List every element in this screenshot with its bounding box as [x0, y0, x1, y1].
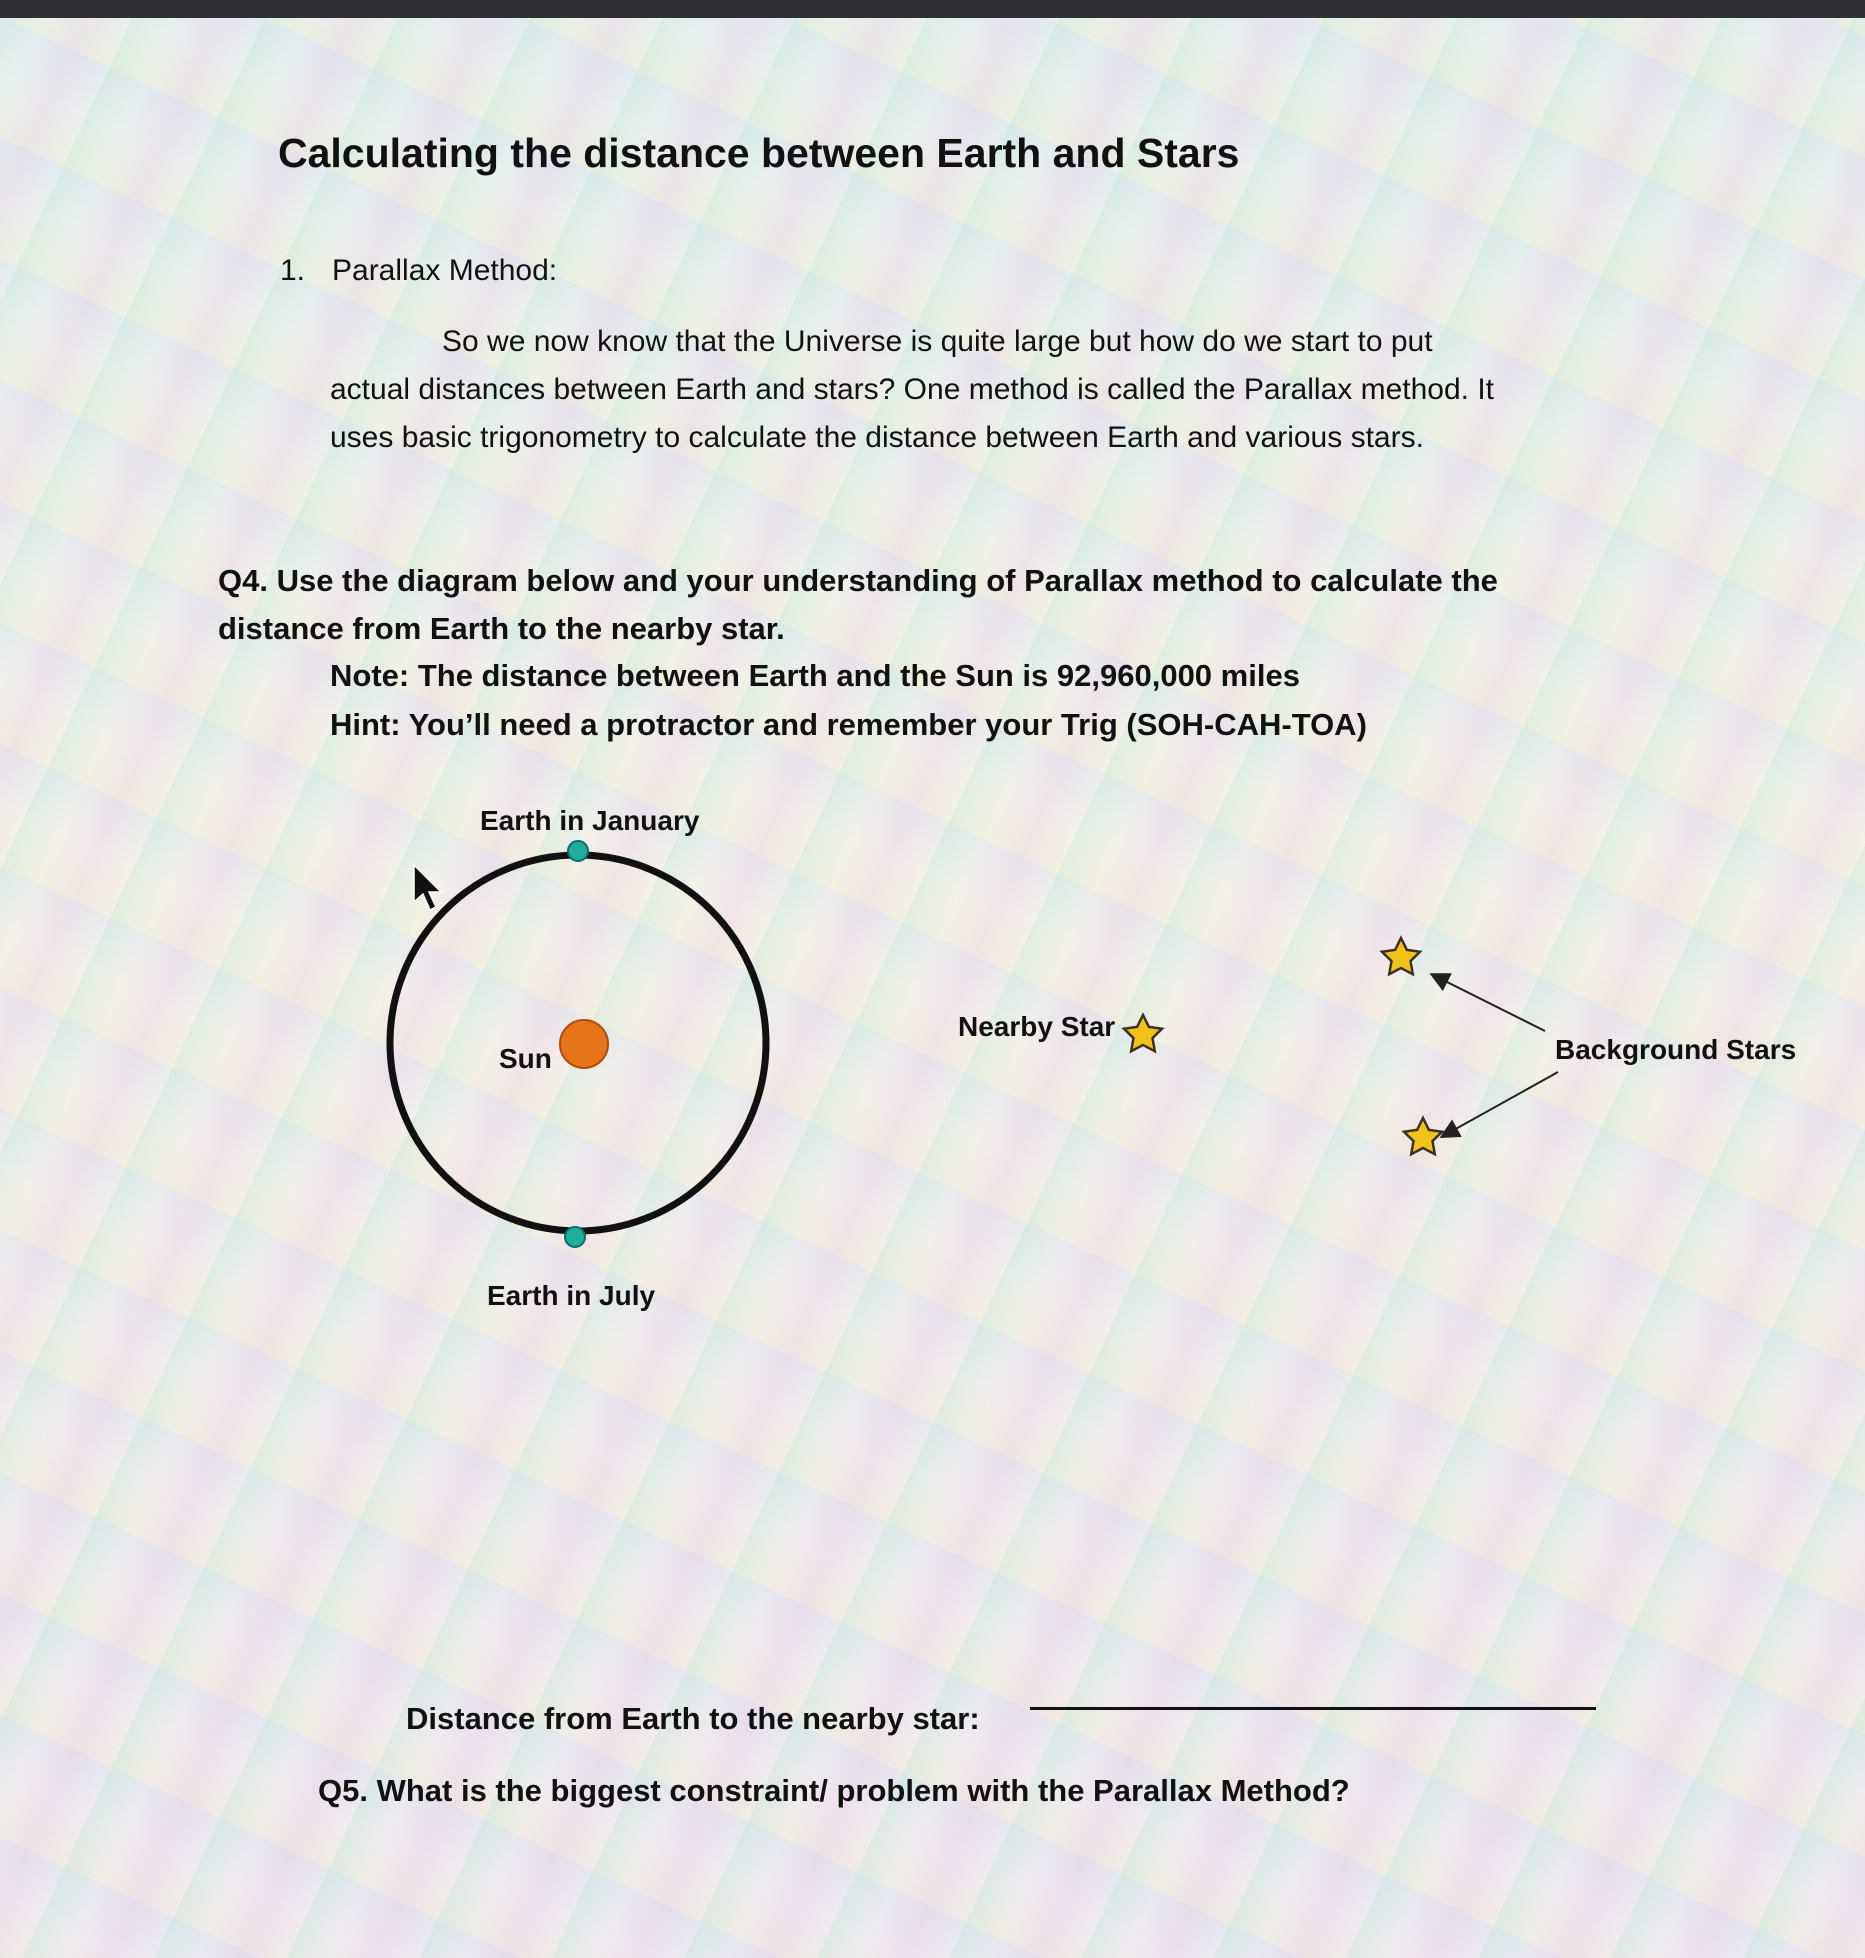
nearby-star-label: Nearby Star [958, 1011, 1116, 1042]
earth-july-icon [565, 1227, 585, 1247]
background-star-icon [1404, 1118, 1442, 1154]
pointer-arrow [1443, 1072, 1558, 1136]
intro-paragraph-line: uses basic trigonometry to calculate the distance between Earth and various stars. [330, 421, 1424, 454]
section-number: 1. [280, 254, 306, 287]
question-4-hint: Hint: You’ll need a protractor and remember your Trig (SOH-CAH-TOA) [330, 707, 1367, 742]
answer-blank-line[interactable] [1030, 1707, 1596, 1710]
page-title: Calculating the distance between Earth and Stars [278, 130, 1240, 176]
pointer-arrow [1433, 975, 1545, 1031]
intro-paragraph-line: So we now know that the Universe is quite large but how do we start to put [442, 325, 1433, 358]
question-5: Q5. What is the biggest constraint/ problem with the Parallax Method? [318, 1773, 1350, 1808]
background-stars-label: Background Stars [1555, 1034, 1797, 1065]
earth-january-label: Earth in January [480, 805, 700, 836]
sun-label: Sun [499, 1043, 552, 1074]
worksheet-page [0, 18, 1865, 1958]
section-title: Parallax Method: [332, 254, 558, 287]
question-4-line: Q4. Use the diagram below and your understanding of Parallax method to calculate the [218, 563, 1498, 598]
answer-label: Distance from Earth to the nearby star: [406, 1701, 980, 1736]
parallax-diagram [0, 18, 1865, 1958]
sun-icon [560, 1020, 608, 1068]
background-star-icon [1382, 938, 1420, 974]
nearby-star-icon [1124, 1015, 1162, 1051]
question-4-note: Note: The distance between Earth and the Sun is 92,960,000 miles [330, 658, 1300, 693]
earth-july-label: Earth in July [487, 1280, 656, 1311]
intro-paragraph-line: actual distances between Earth and stars? One method is called the Parallax method. It [330, 373, 1494, 406]
mouse-cursor-icon [414, 865, 441, 910]
question-4-line: distance from Earth to the nearby star. [218, 611, 785, 646]
earth-january-icon [568, 841, 588, 861]
